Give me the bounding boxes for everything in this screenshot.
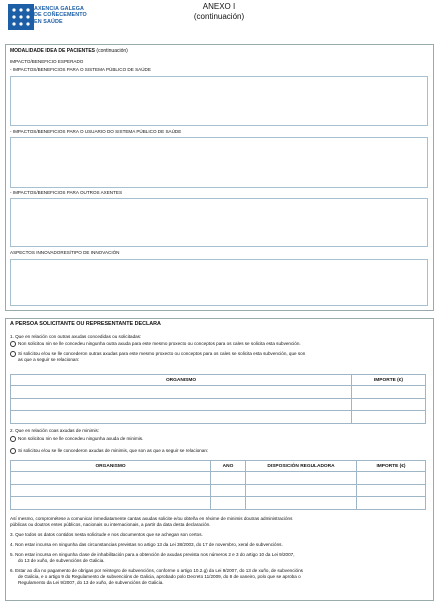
declaration-item-4: 4. Non estar incursa en ningunha das circunstancias previstas no artigo 13 da Lei 38/2003, do 17 de novembro, xeral de subvencións. <box>10 542 283 547</box>
table-row[interactable] <box>11 411 426 424</box>
table-row[interactable] <box>11 484 426 497</box>
declaration-item-5-line-2: do 13 de xuño, de subvencións de Galicia. <box>18 558 105 563</box>
q2-option-no[interactable] <box>10 436 143 442</box>
anexo-heading <box>0 2 438 22</box>
question-1: 1. Que en relación con outras axudas concedidas ou solicitadas: <box>10 334 142 339</box>
section-1-title-text: MODALIDADE IDEA DE PACIENTES <box>10 48 96 54</box>
table2-header-importe: IMPORTE (€) <box>357 461 426 472</box>
table1-header-organismo: ORGANISMO <box>11 375 352 386</box>
q2-option-yes-label: Si solicitou e/ou se lle concederon axudas de minimis, que son as que a seguir se relacionan: <box>18 448 209 454</box>
q1-option-yes-label-cont: as que a seguir se relacionan: <box>18 357 80 362</box>
field-3-label: - IMPACTOS/BENEFICIOS PARA OUTROS AXENTES <box>10 190 123 195</box>
q1-radio-yes[interactable] <box>10 351 16 357</box>
q1-option-no-label: Non solicitou nin se lle concedeu ningunha outra axuda para este mesmo proxecto ou conceptos para os cales se solicita esta subvención. <box>18 341 301 347</box>
section-1-title-suffix: (continuación) <box>96 48 128 54</box>
declaration-item-6-line-1: 6. Estar ao día no pagamento de obrigas por reintegro de subvencións, conforme o artigo 10.2.g) da Lei 9/2007, do 13 de xuño, de subvencións <box>10 568 303 573</box>
anexo-title: ANEXO I <box>202 2 236 11</box>
impact-user-field[interactable] <box>10 137 428 188</box>
agency-line-1: AXENCIA GALEGA <box>34 6 85 12</box>
table2-header-organismo: ORGANISMO <box>11 461 211 472</box>
declaration-item-3: 3. Que todos os datos contidos nesta solicitude e nos documentos que se achegan son certos. <box>10 532 203 537</box>
declaration-item-6-line-2: de Galicia, e o artigo 9 do Regulamento de subvencións de Galicia, aprobado polo Decreto 11/2009, do 8 de xaneiro, polo que se aproba o <box>18 574 301 579</box>
field-1-label: - IMPACTOS/BENEFICIOS PARA O SISTEMA PÚBLICO DE SAÚDE <box>10 67 151 72</box>
aid-table-1 <box>10 374 426 424</box>
anexo-subtitle: (continuación) <box>193 12 245 21</box>
declaration-item-6-line-3: Regulamento da Lei 9/2007, do 13 de xuño, de subvencións de Galicia. <box>18 580 164 585</box>
field-2-label: - IMPACTOS/BENEFICIOS PARA O USUARIO DO SISTEMA PÚBLICO DE SAÚDE <box>10 129 182 134</box>
table-row[interactable] <box>11 472 426 485</box>
table-row[interactable] <box>11 398 426 411</box>
impact-public-health-field[interactable] <box>10 76 428 126</box>
section-2-title: A PERSOA SOLICITANTE OU REPRESENTANTE DECLARA <box>10 321 161 327</box>
table2-header-disposicion: DISPOSICIÓN REGULADORA <box>246 461 357 472</box>
question-2: 2. Que en relación coas axudas de minimis: <box>10 428 100 433</box>
table1-header-importe: IMPORTE (€) <box>352 375 426 386</box>
impact-other-agents-field[interactable] <box>10 198 428 247</box>
section-1-subtitle: IMPACTO/BENEFICIO ESPERADO <box>10 59 84 64</box>
section-1-title <box>10 49 128 55</box>
q1-option-yes-label: Si solicitou e/ou se lle concederon outras axudas para este mesmo proxecto ou conceptos para os cales se solicita esta subvención, que son <box>18 351 306 357</box>
innovation-aspects-field[interactable] <box>10 259 428 306</box>
q2-option-yes[interactable] <box>10 448 208 454</box>
minimis-commitment-line-2: públicas ou doutros entes públicos, nacionais ou internacionais, a partir da data desta declaración. <box>10 522 211 527</box>
minimis-commitment-line-1: Así mesmo, comprométese a comunicar inmediatamente cantas axudas solicite e/ou obteña en réxime de minimis doutras administracións <box>10 516 293 521</box>
field-4-label: ASPECTOS INNOVADORES/TIPO DE INNOVACIÓN <box>10 250 120 255</box>
table-row[interactable] <box>11 497 426 510</box>
aid-table-2 <box>10 460 426 510</box>
agency-line-2: DE COÑECEMENTO <box>34 12 87 19</box>
q2-radio-no[interactable] <box>10 436 16 442</box>
q2-option-no-label: Non solicitou nin se lle concedeu ningunha axuda de minimis. <box>18 436 144 442</box>
agency-line-3: EN SAÚDE <box>34 18 63 25</box>
table2-header-ano: ANO <box>211 461 246 472</box>
table-row[interactable] <box>11 386 426 399</box>
declaration-item-5-line-1: 5. Non estar incursa en ningunha clase de inhabilitación para a obtención de axudas prevista nos números 2 e 3 do artigo 10 da Lei 9/2007, <box>10 552 295 557</box>
q2-radio-yes[interactable] <box>10 448 16 454</box>
q1-radio-no[interactable] <box>10 341 16 347</box>
q1-option-no[interactable] <box>10 341 301 347</box>
